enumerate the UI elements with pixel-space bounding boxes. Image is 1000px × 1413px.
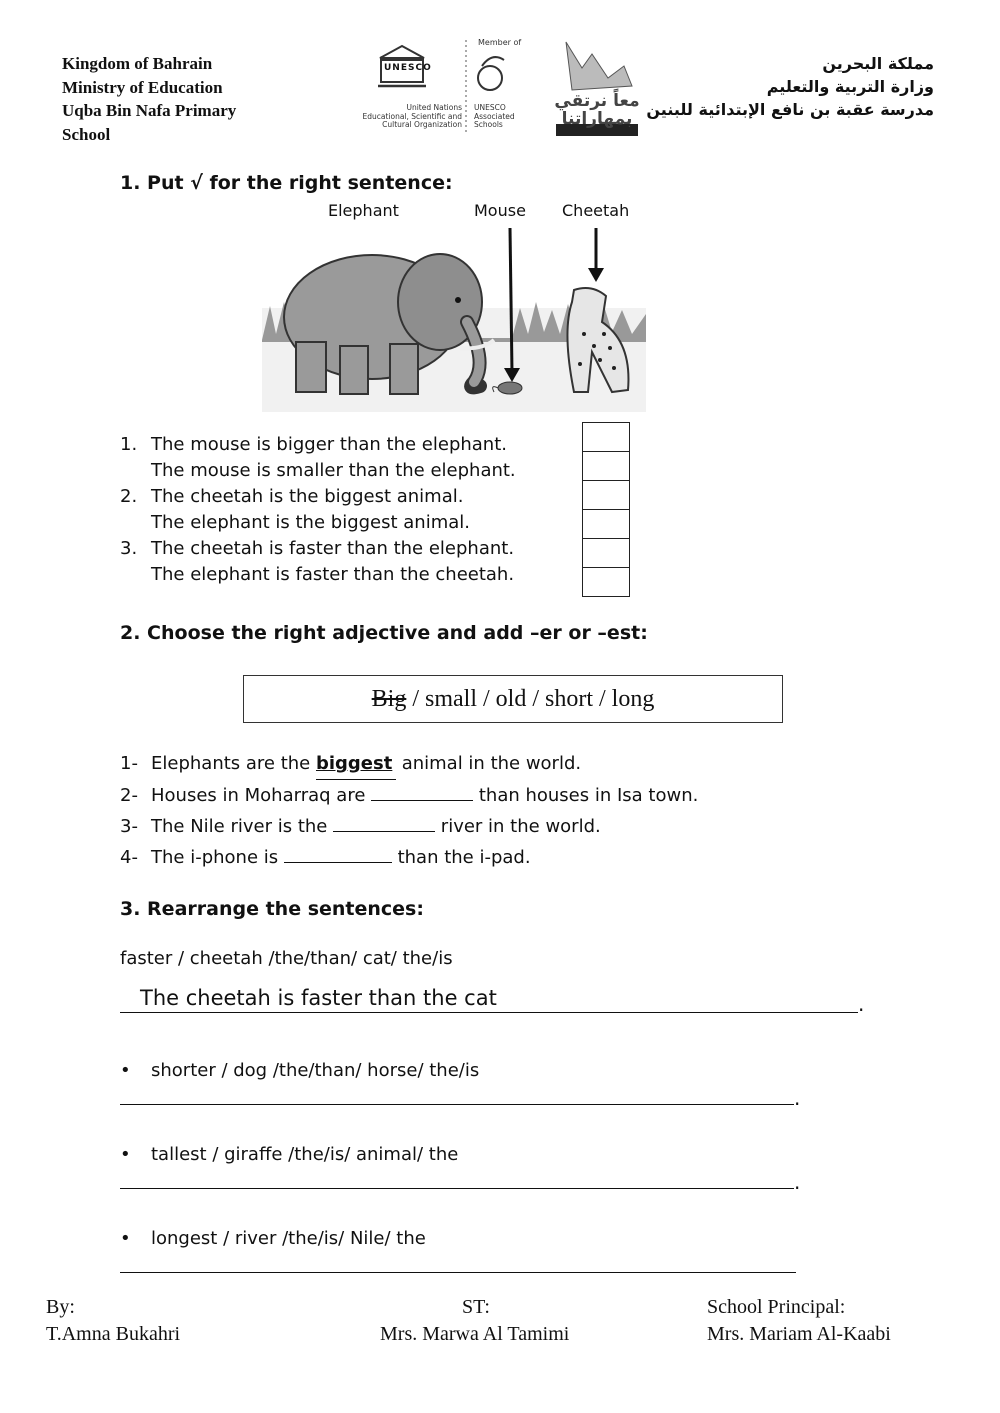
elephant-label: Elephant [328,201,399,220]
cheetah-label: Cheetah [562,201,630,220]
tick-box-2b[interactable] [582,509,630,538]
footer-author: By: T.Amna Bukahri [46,1296,181,1345]
answer-line-3[interactable] [120,1272,796,1273]
section-3-heading: 3. Rearrange the sentences: [120,898,424,920]
sentence-2: 2- Houses in Moharraq are than houses in Isa town. [120,780,698,811]
word-bank-used: Big [371,686,407,712]
unesco-org-name: United Nations Educational, Scientific and Cultural Organization [362,103,462,129]
ministry-line: Ministry of Education [62,77,223,97]
slogan-text [552,92,642,128]
item-2-a: 2. The cheetah is the biggest animal. [120,486,464,507]
bullet-icon: • [120,1228,131,1249]
ministry-line-ar: وزارة التربية والتعليم [766,77,934,96]
word-bank [243,675,783,723]
school-info-arabic [646,52,934,121]
rearrange-item-3: • longest / river /the/is/ Nile/ the [120,1226,426,1252]
item-1-b: The mouse is smaller than the elephant. [151,460,516,481]
slogan-line-1: معاً نرتقي [554,91,640,111]
slogan-logo [552,38,642,138]
bullet-icon: • [120,1060,131,1081]
section-2-sentences [120,749,698,873]
section-1-heading: 1. Put √ for the right sentence: [120,172,453,194]
footer-principal: School Principal: Mrs. Mariam Al-Kaabi [707,1296,891,1345]
item-3-a: 3. The cheetah is faster than the elephant. [120,538,515,559]
item-1-a: 1. The mouse is bigger than the elephant. [120,434,507,455]
rearrange-item-2: • tallest / giraffe /the/is/ animal/ the [120,1142,458,1168]
sentence-3: 3- The Nile river is the river in the world. [120,811,698,842]
example-prompt: faster / cheetah /the/than/ cat/ the/is [120,948,453,969]
section-2-heading: 2. Choose the right adjective and add –er or –est: [120,622,648,644]
aspnet-label: UNESCO Associated Schools [474,103,515,129]
item-2-b: The elephant is the biggest animal. [151,512,470,533]
country-line-ar: مملكة البحرين [822,54,934,73]
item-3-b: The elephant is faster than the cheetah. [151,564,515,585]
sentence-4: 4- The i-phone is than the i-pad. [120,842,698,873]
school-line-ar: مدرسة عقبة بن نافع الإبتدائية للبنين [646,100,934,119]
unesco-wordmark: UNESCO [384,63,432,73]
animals-scene [262,222,646,412]
bullet-icon: • [120,1144,131,1165]
tick-box-1b[interactable] [582,451,630,480]
answer-blank-2[interactable] [371,780,473,801]
example-answer-line [120,1012,858,1013]
example-answer: The cheetah is faster than the cat [140,986,497,1010]
tick-box-2a[interactable] [582,480,630,509]
word-bank-options: / small / old / short / long [406,686,655,712]
slogan-line-2: بمهاراتنا [561,109,633,129]
tick-box-1a[interactable] [582,422,630,451]
school-info-english [62,52,236,146]
answer-blank-4[interactable] [284,842,392,863]
answer-line-2[interactable] [120,1188,794,1189]
example-period: . [858,992,865,1016]
mouse-label: Mouse [474,201,526,220]
answer-line-1[interactable] [120,1104,794,1105]
member-of-label: Member of [478,38,522,47]
school-line-2: School [62,124,111,144]
mouse-arrow-icon [510,228,512,372]
sentence-1: 1- Elephants are the biggest animal in the world. [120,749,698,780]
tick-box-3b[interactable] [582,567,630,597]
answer-filled: biggest [316,749,396,780]
animals-illustration [262,222,646,416]
answer-blank-3[interactable] [333,811,435,832]
section-1-items [120,432,516,588]
tick-box-3a[interactable] [582,538,630,567]
footer-teacher: ST: Mrs. Marwa Al Tamimi [380,1296,570,1345]
school-line-1: Uqba Bin Nafa Primary [62,101,237,120]
rearrange-item-1: • shorter / dog /the/than/ horse/ the/is [120,1058,479,1084]
unesco-logo [362,38,522,138]
country-line: Kingdom of Bahrain [62,54,213,73]
